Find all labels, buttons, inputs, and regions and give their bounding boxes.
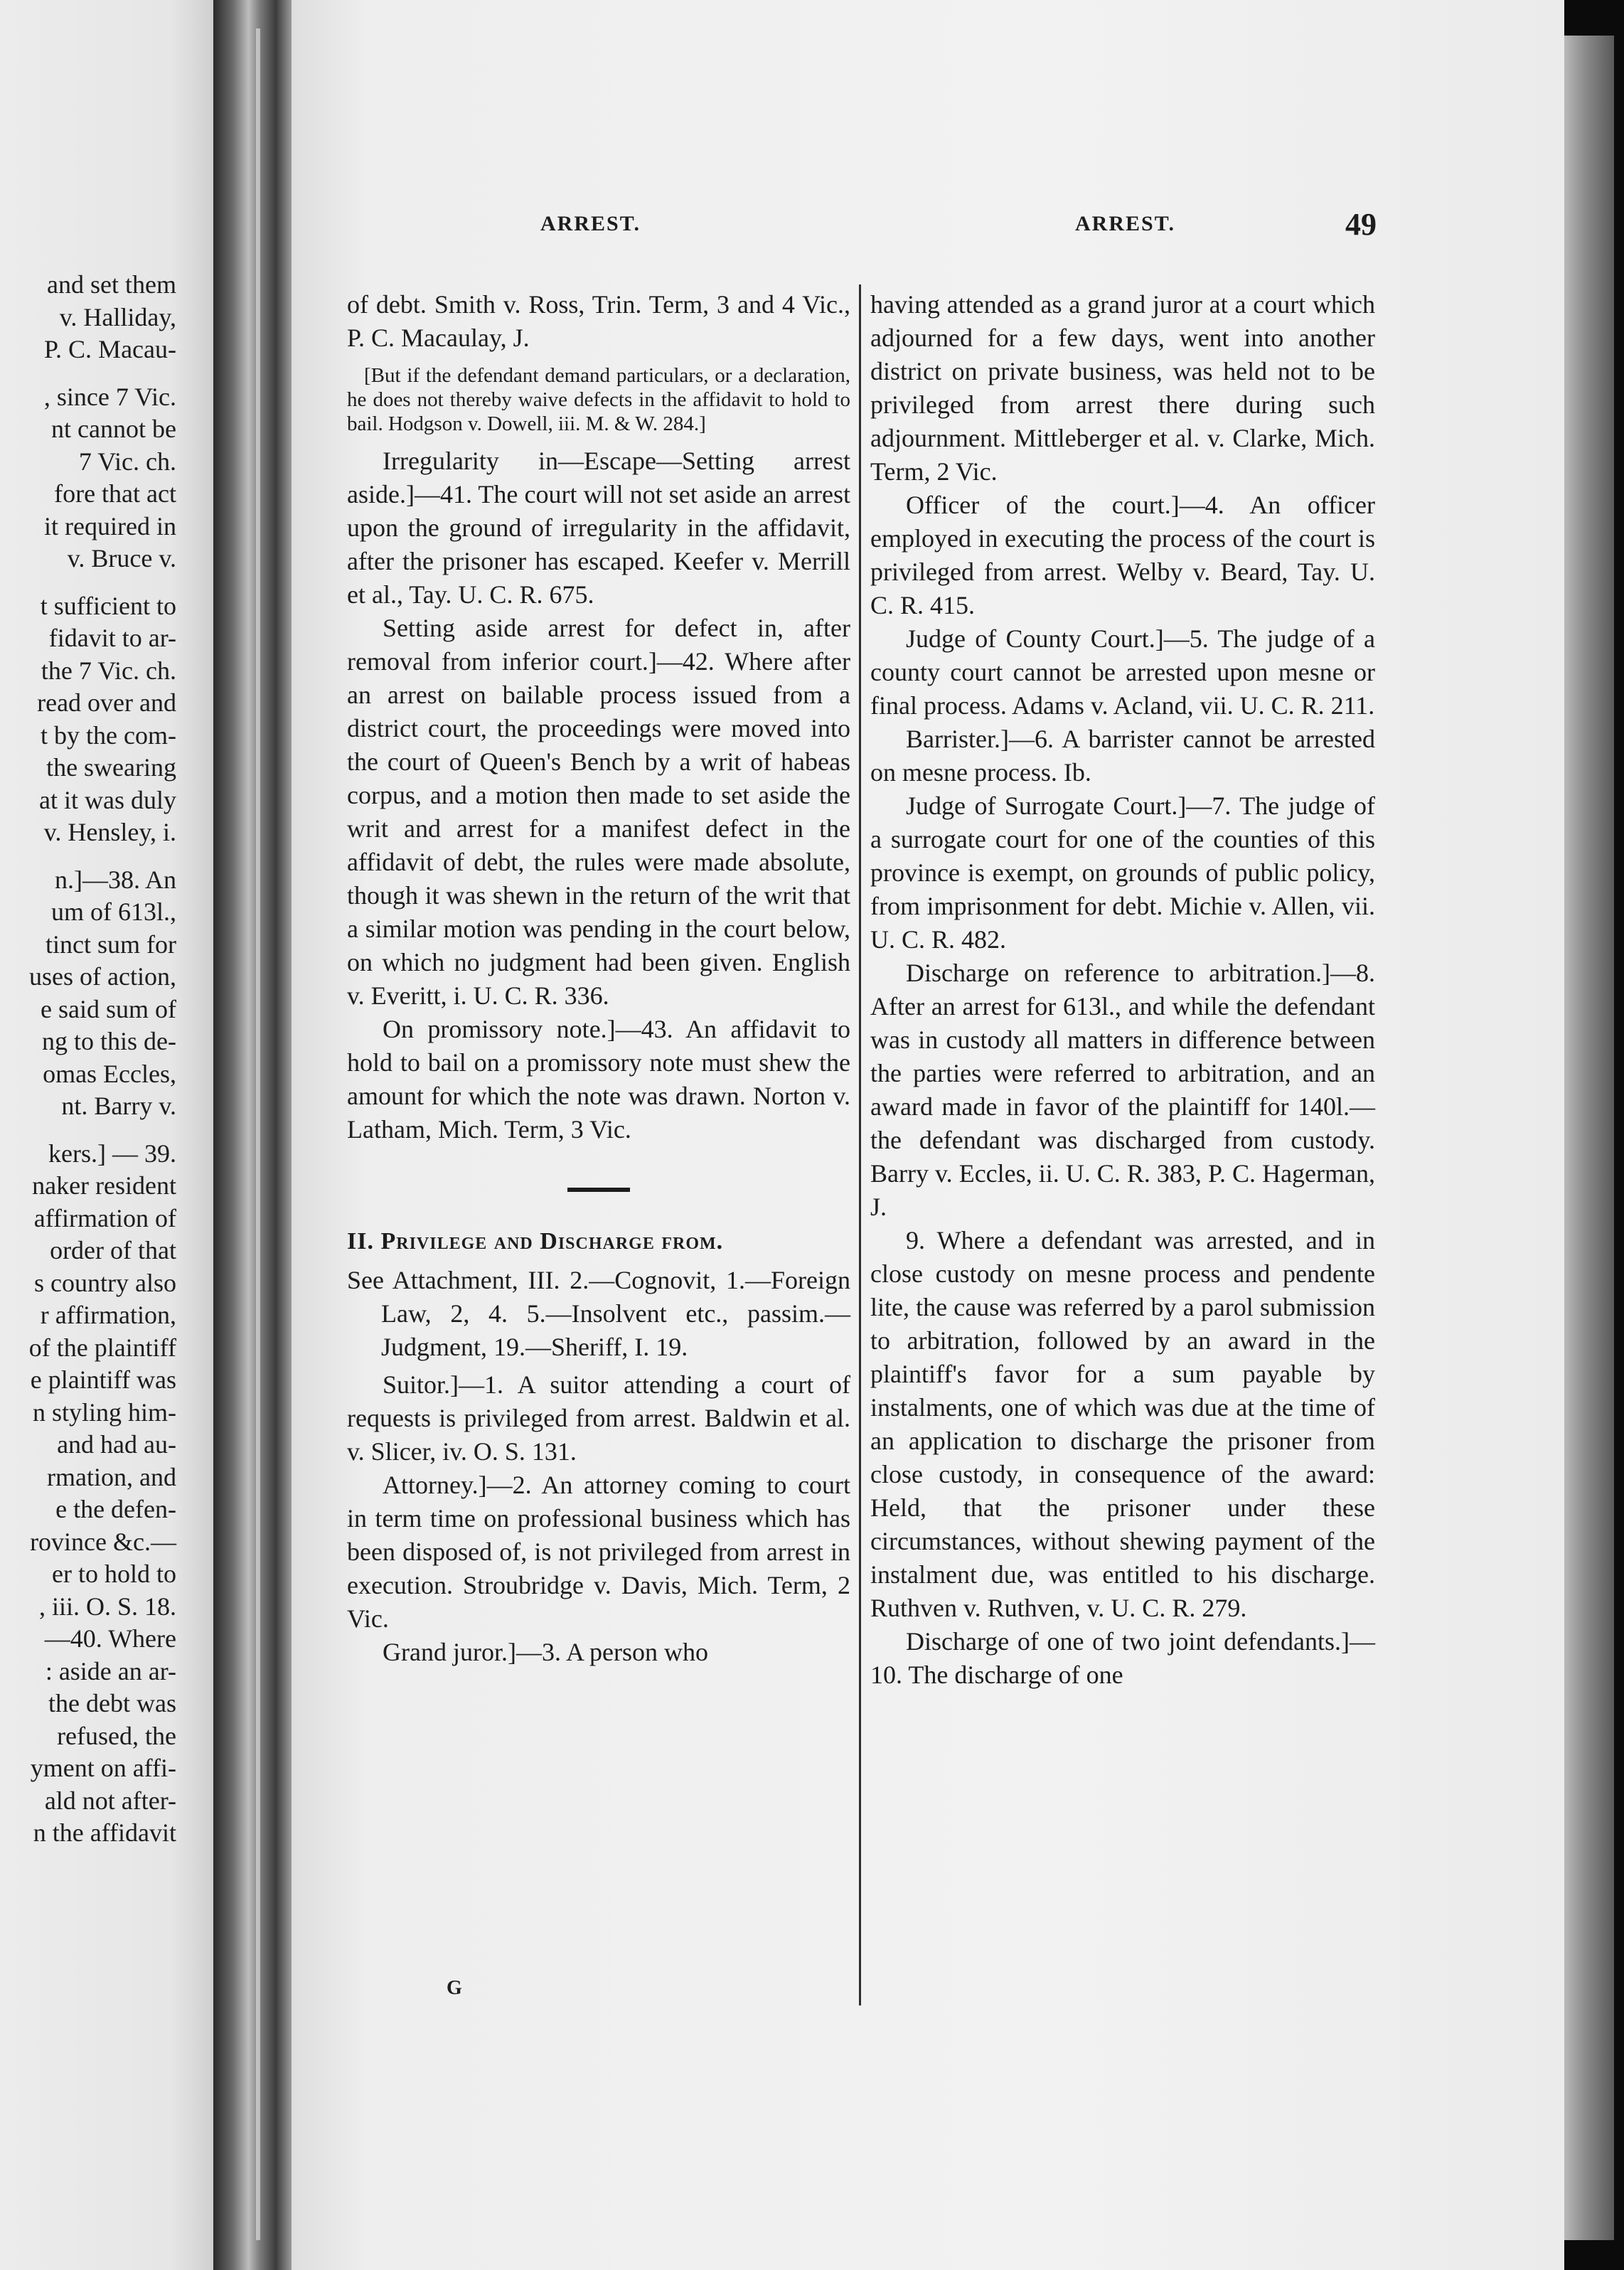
left-page-line: refused, the bbox=[57, 1721, 176, 1750]
left-page-line: rmation, and bbox=[47, 1462, 176, 1491]
left-page-line: ng to this de- bbox=[42, 1027, 176, 1055]
left-line-gap bbox=[0, 1123, 176, 1138]
left-page-line: r affirmation, bbox=[40, 1301, 176, 1329]
entry-8: Discharge on reference to arbitration.]—8. After an arrest for 613l., and while the defendant was in custody all matters in difference between the parties were referred to arbitration, and an award made in favor of the plaintiff for 140l.—the defendant was discharged from custody. Barry v. Eccles, ii. U. C. R. 383, P. C. Hagerman, J. bbox=[870, 959, 1375, 1221]
left-page-line: fidavit to ar- bbox=[48, 624, 176, 652]
text-column-left bbox=[347, 288, 850, 1669]
left-page-line: n.]—38. An bbox=[55, 865, 176, 894]
entry-3-cont: having attended as a grand juror at a court which adjourned for a few days, went into another district on private business, was held not to be privileged from arrest there during such adjournment. Mittleberger et al. v. Clarke, Mich. Term, 2 Vic. bbox=[870, 290, 1375, 486]
text-column-right bbox=[870, 288, 1375, 1692]
left-page-line: uses of action, bbox=[29, 962, 176, 991]
left-page-line: P. C. Macau- bbox=[44, 335, 176, 363]
left-page-line: rovince &c.— bbox=[30, 1527, 176, 1556]
left-page-line: affirmation of bbox=[33, 1203, 176, 1232]
left-page-line: v. Bruce v. bbox=[67, 544, 176, 572]
entry-6: Barrister.]—6. A barrister cannot be arrested on mesne process. Ib. bbox=[870, 725, 1375, 787]
left-page-line: n styling him- bbox=[32, 1397, 176, 1427]
book-gutter bbox=[213, 0, 292, 2270]
left-page-line: fore that act bbox=[54, 479, 176, 508]
page-edge bbox=[1564, 36, 1614, 2240]
bracketed-note: [But if the defendant demand particulars, or a declaration, he does not thereby waive defects in the affidavit to hold to bail. Hodgson v. Dowell, iii. M. & W. 284.] bbox=[347, 364, 850, 435]
left-line-gap bbox=[0, 366, 176, 381]
entry-42: Setting aside arrest for defect in, after removal from inferior court.]—42. Where after an arrest on bailable process issued from a district court, the proceedings were moved into the court of Queen's Bench by a writ of habeas corpus, and a motion then made to set aside the writ and arrest for a manifest defect in the affidavit of debt, the rules were made absolute, though it was shewn in the return of the writ that a similar motion was pending in the court below, on which no judgment had been given. English v. Everitt, i. U. C. R. 336. bbox=[347, 614, 850, 1010]
left-line-gap bbox=[0, 575, 176, 590]
left-page-line: : aside an ar- bbox=[45, 1656, 176, 1685]
left-page-line: , since 7 Vic. bbox=[43, 382, 176, 411]
left-page-line: 7 Vic. ch. bbox=[78, 447, 176, 476]
left-page-line: , iii. O. S. 18. bbox=[38, 1592, 176, 1621]
left-page-line: it required in bbox=[44, 511, 176, 540]
section-rule bbox=[567, 1188, 630, 1192]
running-head-right: ARREST. bbox=[1075, 212, 1175, 235]
left-page bbox=[0, 0, 213, 2270]
left-page-line: read over and bbox=[37, 688, 176, 717]
entry-41: Irregularity in—Escape—Setting arrest aside.]—41. The court will not set aside an arrest upon the ground of irregularity in the affidavit, after the prisoner has escaped. Keefer v. Merrill et al., Tay. U. C. R. 675. bbox=[347, 447, 850, 609]
left-page-line: omas Eccles, bbox=[43, 1059, 176, 1088]
left-page-line: n the affidavit bbox=[33, 1818, 176, 1847]
paragraph-cont: of debt. Smith v. Ross, Trin. Term, 3 and 4 Vic., P. C. Macaulay, J. bbox=[347, 290, 850, 352]
cross-references: See Attachment, III. 2.—Cognovit, 1.—Foreign Law, 2, 4. 5.—Insolvent etc., passim.—Judgment, 19.—Sheriff, I. 19. bbox=[347, 1266, 850, 1361]
left-page-line: the debt was bbox=[48, 1689, 176, 1717]
left-page-line: tinct sum for bbox=[46, 929, 176, 959]
left-page-text bbox=[0, 269, 176, 1850]
entry-2: Attorney.]—2. An attorney coming to court in term time on professional business which has been disposed of, is not privileged from arrest in execution. Stroubridge v. Davis, Mich. Term, 2 Vic. bbox=[347, 1471, 850, 1633]
left-page-line: and had au- bbox=[57, 1430, 176, 1459]
entry-4: Officer of the court.]—4. An officer employed in executing the process of the court is privileged from arrest. Welby v. Beard, Tay. U. C. R. 415. bbox=[870, 491, 1375, 619]
left-page-line: er to hold to bbox=[52, 1560, 176, 1588]
left-page-line: e the defen- bbox=[55, 1495, 176, 1523]
column-divider bbox=[859, 284, 861, 2005]
entry-5: Judge of County Court.]—5. The judge of a county court cannot be arrested upon mesne or final process. Adams v. Acland, vii. U. C. R. 211. bbox=[870, 624, 1375, 720]
entry-3-start: Grand juror.]—3. A person who bbox=[383, 1638, 708, 1666]
entry-1: Suitor.]—1. A suitor attending a court of requests is privileged from arrest. Baldwin et al. v. Slicer, iv. O. S. 131. bbox=[347, 1370, 850, 1466]
left-page-line: v. Halliday, bbox=[59, 302, 176, 331]
left-page-line: naker resident bbox=[32, 1171, 176, 1200]
section-heading: II. Privilege and Discharge from. bbox=[347, 1228, 724, 1254]
left-page-line: nt. Barry v. bbox=[61, 1092, 176, 1120]
page-number: 49 bbox=[1345, 207, 1377, 242]
left-page-line: t sufficient to bbox=[40, 591, 176, 620]
left-page-line: —40. Where bbox=[44, 1624, 176, 1653]
left-page-line: um of 613l., bbox=[51, 897, 176, 926]
left-page-line: v. Hensley, i. bbox=[43, 818, 176, 846]
left-page-line: nt cannot be bbox=[51, 415, 176, 443]
left-line-gap bbox=[0, 849, 176, 864]
left-page-line: at it was duly bbox=[39, 785, 176, 814]
left-page-line: e plaintiff was bbox=[30, 1365, 176, 1394]
running-head-left: ARREST. bbox=[540, 212, 641, 235]
entry-43: On promissory note.]—43. An affidavit to hold to bail on a promissory note must shew the amount for which the note was drawn. Norton v. Latham, Mich. Term, 3 Vic. bbox=[347, 1015, 850, 1144]
entry-9: 9. Where a defendant was arrested, and in close custody on mesne process and pendente lite, the cause was referred by a parol submission to arbitration, followed by an award in the plaintiff's favor for a sum payable by instalments, one of which was due at the time of an application to discharge the prisoner from close custody, in consequence of the award: Held, that the prisoner under these circumstances, without shewing payment of the instalment due, was entitled to his discharge. Ruthven v. Ruthven, v. U. C. R. 279. bbox=[870, 1226, 1375, 1622]
left-page-line: yment on affi- bbox=[30, 1754, 176, 1782]
entry-7: Judge of Surrogate Court.]—7. The judge of a surrogate court for one of the counties of this province is exempt, on grounds of public policy, from imprisonment for debt. Michie v. Allen, vii. U. C. R. 482. bbox=[870, 792, 1375, 954]
left-page-line: of the plaintiff bbox=[28, 1333, 176, 1362]
left-page-line: order of that bbox=[50, 1236, 176, 1264]
left-page-line: s country also bbox=[34, 1268, 176, 1297]
entry-10-start: Discharge of one of two joint defendants.]—10. The discharge of one bbox=[870, 1627, 1375, 1689]
signature-mark: G bbox=[447, 1977, 462, 1999]
left-page-line: the swearing bbox=[46, 753, 176, 782]
left-page-line: kers.] — 39. bbox=[48, 1139, 176, 1168]
left-page-line: and set them bbox=[47, 270, 176, 299]
left-page-line: the 7 Vic. ch. bbox=[41, 656, 176, 685]
left-page-line: e said sum of bbox=[41, 994, 176, 1023]
gutter-highlight bbox=[256, 28, 260, 2240]
left-page-line: t by the com- bbox=[41, 720, 176, 750]
left-page-line: ald not after- bbox=[44, 1786, 176, 1815]
